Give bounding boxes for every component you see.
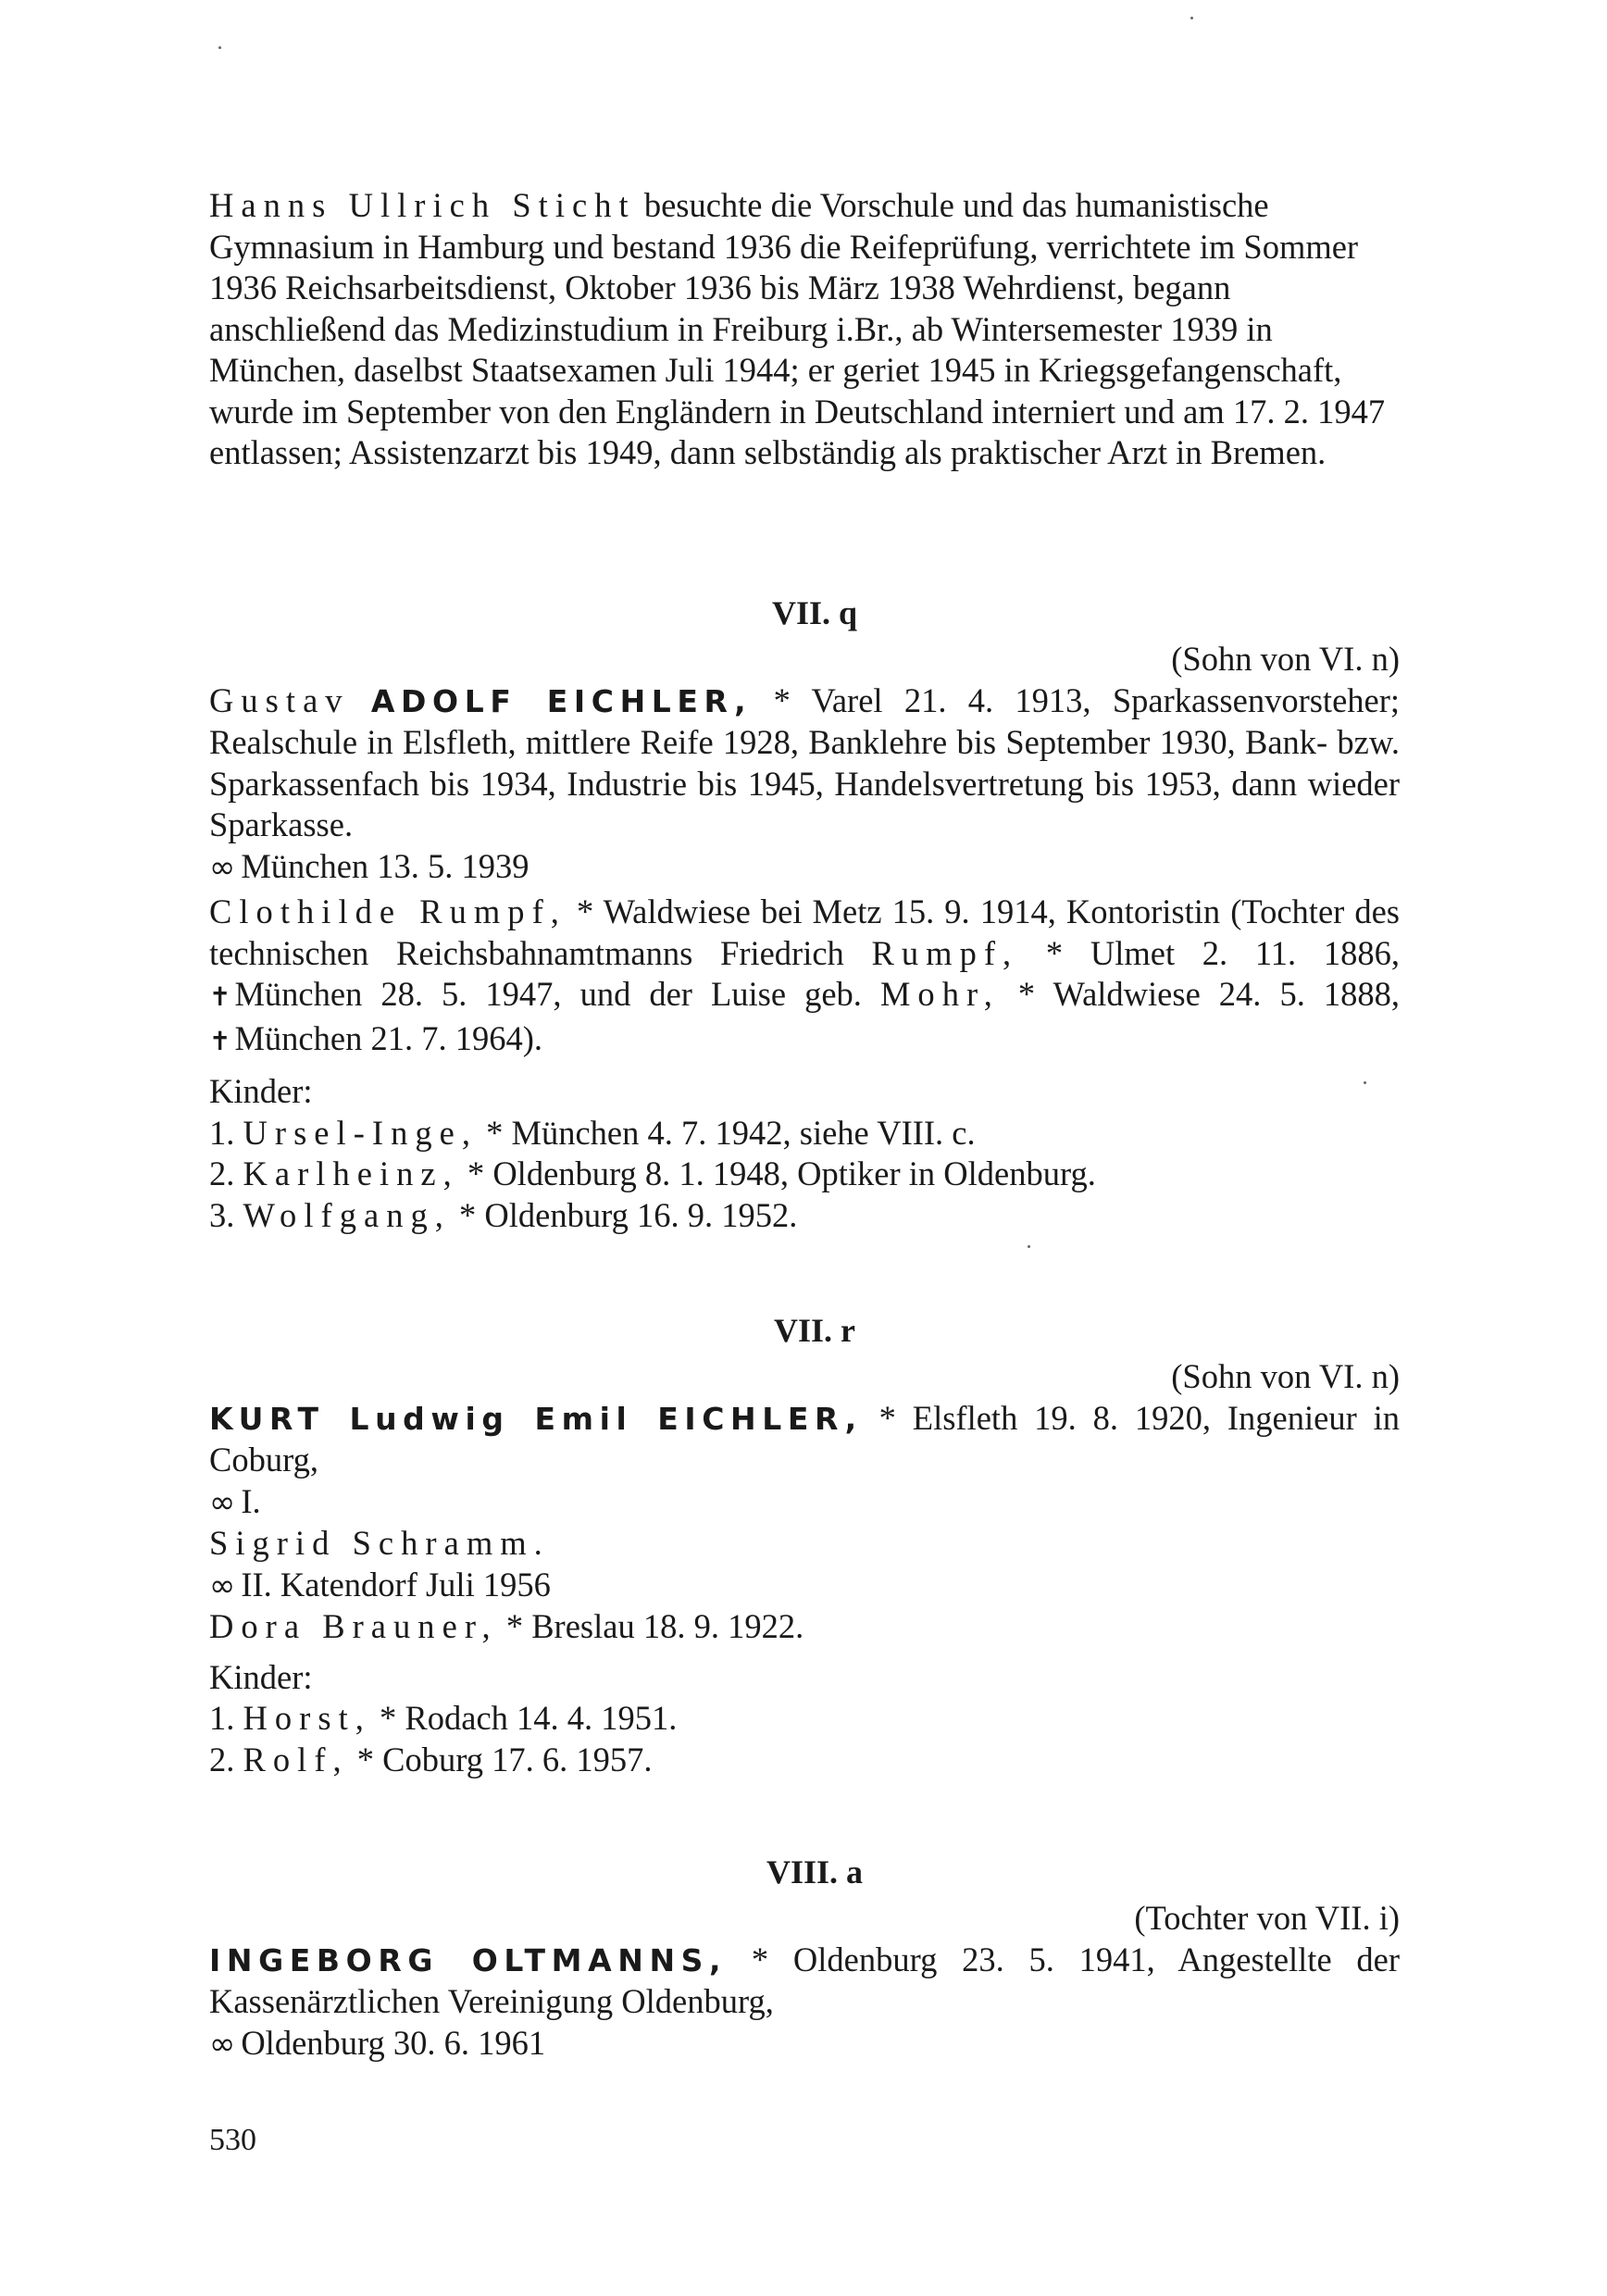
death-symbol: ✝	[209, 981, 231, 1012]
child-name: Rolf,	[243, 1740, 349, 1778]
scan-speck	[1190, 17, 1193, 19]
person-entry	[209, 1398, 1400, 1481]
spouse-entry: Dora Brauner, * Breslau 18. 9. 1922.	[209, 1607, 804, 1645]
list-item: 1. Horst, * Rodach 14. 4. 1951.	[209, 1699, 678, 1737]
death-symbol: ✝	[209, 1025, 231, 1056]
scan-speck	[1364, 1081, 1366, 1084]
section-vii-q	[209, 639, 1400, 1236]
spouse-name: Clothilde Rumpf,	[209, 892, 567, 930]
children-label: Kinder:	[209, 1657, 313, 1696]
marriage-symbol: ∞	[209, 2025, 234, 2063]
section-heading-viii-a: VIII. a	[766, 1853, 864, 1890]
person-entry	[209, 1940, 1400, 2023]
list-item: 1. Ursel-Inge, * München 4. 7. 1942, siehe VIII. c.	[209, 1113, 976, 1152]
spouse-father-name: Rumpf,	[871, 933, 1019, 972]
child-name: Wolfgang,	[243, 1195, 451, 1234]
child-name: Ursel-Inge,	[243, 1113, 479, 1152]
person-name: Hanns Ullrich Sticht	[209, 186, 636, 224]
section-heading-vii-q: VII. q	[771, 594, 858, 631]
person-name: ADOLF EICHLER,	[370, 682, 753, 719]
spouse-name: Sigrid Schramm.	[209, 1524, 550, 1562]
biography-text: * Oldenburg 23. 5. 1941, Angestellte der Kassenärztlichen Vereinigung Oldenburg,	[209, 1940, 1400, 2020]
given-name: Gustav	[209, 680, 350, 719]
parent-reference: (Sohn von VI. n)	[1171, 640, 1400, 678]
list-item: 2. Karlheinz, * Oldenburg 8. 1. 1948, Optiker in Oldenburg.	[209, 1154, 1096, 1192]
scan-speck	[218, 46, 221, 49]
parent-reference: (Tochter von VII. i)	[1134, 1899, 1400, 1937]
biography-text: * Elsfleth 19. 8. 1920, Ingenieur in Coburg,	[209, 1398, 1400, 1479]
biography-text: besuchte die Vorschule und das humanistische Gymnasium in Hamburg und bestand 1936 die Reifeprüfung, verrichtete im Sommer 1936 Reichsarbeitsdienst, Oktober 1936 bis März 1938 Wehrdienst, begann anschließend das Medizinstudium in Freiburg i.Br., ab Wintersemester 1939 in München, daselbst Staatsexamen Juli 1944; er geriet 1945 in Kriegsgefangenschaft, wurde im September von den Engländern in Deutschland interniert und am 17. 2. 1947 entlassen; Assistenzarzt bis 1949, dann selbständig als praktischer Arzt in Bremen.	[209, 186, 1386, 471]
list-item: 3. Wolfgang, * Oldenburg 16. 9. 1952.	[209, 1195, 798, 1234]
section-heading-vii-r: VII. r	[774, 1312, 855, 1349]
marriage-line: ∞ I.	[209, 1481, 261, 1521]
intro-paragraph	[209, 185, 1400, 474]
spouse-name: Dora Brauner,	[209, 1607, 498, 1645]
biography-text: * Varel 21. 4. 1913, Sparkassenvorsteher; Realschule in Elsfleth, mittlere Reife 1928, Banklehre bis September 1930, Bank- bzw. Sparkassenfach bis 1934, Industrie bis 1945, Handelsvertretung bis 1953, dann wieder Sparkasse.	[209, 680, 1401, 843]
marriage-symbol: ∞	[209, 848, 234, 886]
parent-reference: (Sohn von VI. n)	[1171, 1357, 1400, 1395]
spouse-entry: Clothilde Rumpf, * Waldwiese bei Metz 15. 9. 1914, Kontoristin (Tochter des technischen Reichsbahnamtmanns Friedrich Rumpf, * Ulmet 2. 11. 1886, ✝ München 28. 5. 1947, und der Luise geb. Mohr, * Waldwiese 24. 5. 1888, ✝ München 21. 7. 1964).	[209, 892, 1401, 1057]
child-name: Karlheinz,	[243, 1154, 459, 1192]
section-vii-r	[209, 1356, 1400, 1780]
child-name: Horst,	[243, 1699, 371, 1737]
children-label: Kinder:	[209, 1072, 313, 1110]
spouse-entry	[209, 1523, 1400, 1565]
person-entry	[209, 680, 1400, 846]
page-number: 530	[209, 2123, 256, 2157]
marriage-symbol: ∞	[209, 1566, 234, 1604]
marriage-line: ∞ Oldenburg 30. 6. 1961	[209, 2023, 546, 2063]
marriage-line: ∞ II. Katendorf Juli 1956	[209, 1565, 551, 1604]
list-item: 2. Rolf, * Coburg 17. 6. 1957.	[209, 1740, 653, 1778]
marriage-line: ∞ München 13. 5. 1939	[209, 846, 529, 886]
spouse-mother-name: Mohr,	[879, 975, 1000, 1013]
person-name: KURT Ludwig Emil EICHLER,	[209, 1400, 863, 1437]
scan-speck	[1028, 1245, 1030, 1248]
person-name: INGEBORG OLTMANNS,	[209, 1941, 728, 1978]
section-viii-a	[209, 1898, 1400, 2065]
marriage-symbol: ∞	[209, 1483, 234, 1521]
